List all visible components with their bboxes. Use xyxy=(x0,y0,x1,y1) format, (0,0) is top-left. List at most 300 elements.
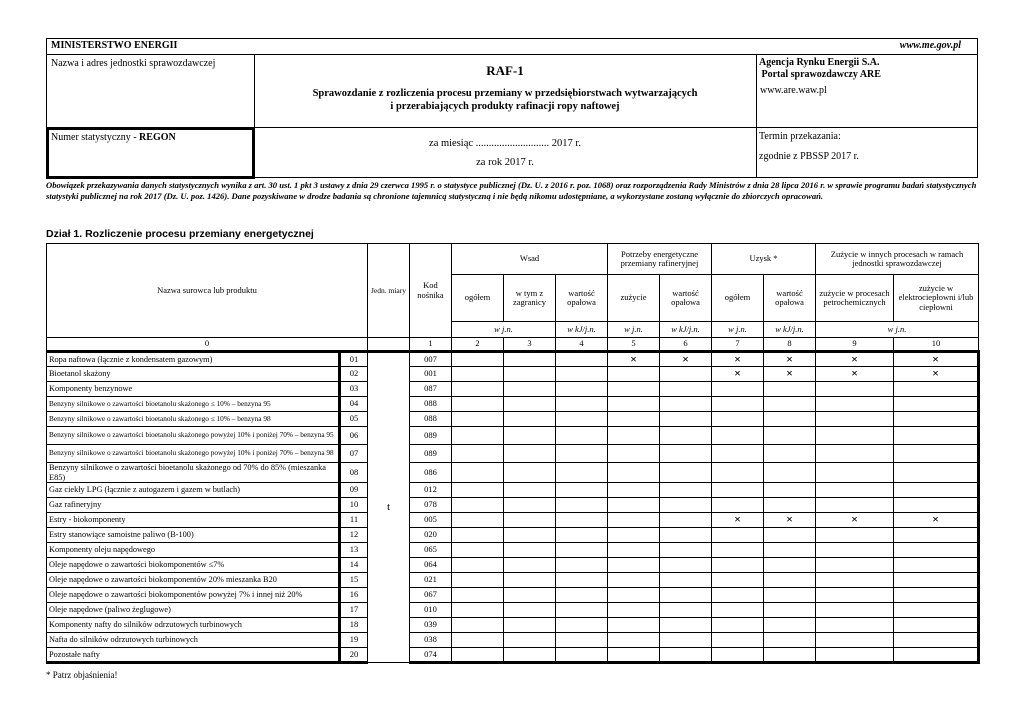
input-cell[interactable] xyxy=(764,573,816,588)
input-cell[interactable] xyxy=(894,648,979,663)
input-cell[interactable] xyxy=(764,382,816,397)
ministry-website: www.me.gov.pl xyxy=(899,40,961,51)
input-cell[interactable] xyxy=(764,498,816,513)
col-header-name: Nazwa surowca lub produktu xyxy=(47,244,368,338)
input-cell[interactable] xyxy=(608,445,660,463)
input-cell[interactable] xyxy=(660,528,712,543)
input-cell[interactable] xyxy=(816,382,894,397)
input-cell[interactable] xyxy=(504,445,556,463)
table-row xyxy=(47,543,979,558)
input-cell[interactable] xyxy=(660,427,712,445)
input-cell[interactable] xyxy=(894,528,979,543)
input-cell[interactable] xyxy=(816,573,894,588)
input-cell[interactable] xyxy=(712,543,764,558)
input-cell[interactable] xyxy=(712,397,764,412)
input-cell[interactable] xyxy=(452,445,504,463)
row-number: 08 xyxy=(340,463,368,483)
input-cell[interactable] xyxy=(452,633,504,648)
input-cell[interactable] xyxy=(556,352,608,367)
input-cell[interactable] xyxy=(608,397,660,412)
input-cell[interactable] xyxy=(816,618,894,633)
input-cell[interactable] xyxy=(504,618,556,633)
input-cell[interactable] xyxy=(764,648,816,663)
input-cell[interactable] xyxy=(556,498,608,513)
col-group-wsad: Wsad xyxy=(452,244,608,275)
column-number: 10 xyxy=(894,338,979,352)
agency-website: www.are.waw.pl xyxy=(760,85,827,96)
input-cell[interactable] xyxy=(712,558,764,573)
blocked-cell: × xyxy=(816,513,894,528)
input-cell[interactable] xyxy=(452,463,504,483)
input-cell[interactable] xyxy=(504,648,556,663)
carrier-code: 007 xyxy=(410,352,452,367)
input-cell[interactable] xyxy=(608,573,660,588)
blocked-cell: × xyxy=(816,352,894,367)
input-cell[interactable] xyxy=(556,412,608,427)
input-cell[interactable] xyxy=(660,648,712,663)
input-cell[interactable] xyxy=(712,463,764,483)
input-cell[interactable] xyxy=(608,558,660,573)
input-cell[interactable] xyxy=(556,382,608,397)
table-row xyxy=(47,445,979,463)
table-row xyxy=(47,513,979,528)
input-cell[interactable] xyxy=(608,382,660,397)
col-header-code: Kod nośnika xyxy=(410,244,452,338)
input-cell[interactable] xyxy=(608,412,660,427)
column-number xyxy=(368,338,410,352)
input-cell[interactable] xyxy=(556,463,608,483)
input-cell[interactable] xyxy=(452,513,504,528)
input-cell[interactable] xyxy=(816,445,894,463)
unit-label: w j.n. xyxy=(608,322,660,338)
unit-label: w kJ/j.n. xyxy=(764,322,816,338)
col-header-calorific: wartość opałowa xyxy=(764,275,816,322)
input-cell[interactable] xyxy=(894,618,979,633)
carrier-code: 064 xyxy=(410,558,452,573)
row-number: 03 xyxy=(340,382,368,397)
input-cell[interactable] xyxy=(660,618,712,633)
input-cell[interactable] xyxy=(894,463,979,483)
row-number: 20 xyxy=(340,648,368,663)
col-header-chp: zużycie w elektrociepłowni i/lub ciepłowni xyxy=(894,275,979,322)
reporting-unit-label: Nazwa i adres jednostki sprawozdawczej xyxy=(51,58,216,69)
input-cell[interactable] xyxy=(894,412,979,427)
input-cell[interactable] xyxy=(816,648,894,663)
section-title: Dział 1. Rozliczenie procesu przemiany energetycznej xyxy=(46,228,314,240)
row-number: 10 xyxy=(340,498,368,513)
input-cell[interactable] xyxy=(712,633,764,648)
input-cell[interactable] xyxy=(452,648,504,663)
input-cell[interactable] xyxy=(712,648,764,663)
carrier-code: 001 xyxy=(410,367,452,382)
input-cell[interactable] xyxy=(608,588,660,603)
blocked-cell: × xyxy=(712,367,764,382)
input-cell[interactable] xyxy=(660,543,712,558)
input-cell[interactable] xyxy=(660,498,712,513)
input-cell[interactable] xyxy=(660,412,712,427)
input-cell[interactable] xyxy=(452,412,504,427)
input-cell[interactable] xyxy=(660,513,712,528)
input-cell[interactable] xyxy=(504,633,556,648)
input-cell[interactable] xyxy=(764,588,816,603)
input-cell[interactable] xyxy=(764,603,816,618)
row-name: Benzyny silnikowe o zawartości bioetanolu skażonego od 70% do 85% (mieszanka E85) xyxy=(47,463,340,483)
input-cell[interactable] xyxy=(894,498,979,513)
table-row xyxy=(47,603,979,618)
row-number: 17 xyxy=(340,603,368,618)
input-cell[interactable] xyxy=(504,588,556,603)
input-cell[interactable] xyxy=(816,498,894,513)
input-cell[interactable] xyxy=(660,588,712,603)
row-number: 04 xyxy=(340,397,368,412)
input-cell[interactable] xyxy=(894,543,979,558)
input-cell[interactable] xyxy=(452,498,504,513)
col-group-other-use: Zużycie w innych procesach w ramach jednostki sprawozdawczej xyxy=(816,244,979,275)
input-cell[interactable] xyxy=(894,558,979,573)
input-cell[interactable] xyxy=(608,498,660,513)
row-name: Komponenty nafty do silników odrzutowych turbinowych xyxy=(47,618,340,633)
row-name: Benzyny silnikowe o zawartości bioetanolu skażonego powyżej 10% i poniżej 70% – benzyna 98 xyxy=(47,445,340,463)
input-cell[interactable] xyxy=(816,588,894,603)
input-cell[interactable] xyxy=(504,543,556,558)
input-cell[interactable] xyxy=(894,588,979,603)
header-divider xyxy=(47,54,977,55)
blocked-cell: × xyxy=(816,367,894,382)
unit-label: w kJ/j.n. xyxy=(660,322,712,338)
column-number: 2 xyxy=(452,338,504,352)
input-cell[interactable] xyxy=(816,397,894,412)
unit-label: w kJ/j.n. xyxy=(556,322,608,338)
form-header xyxy=(46,38,978,178)
row-number: 11 xyxy=(340,513,368,528)
form-title: Sprawozdanie z rozliczenia procesu przemiany w przedsiębiorstwach wytwarzających i przerabiających produkty rafinacji ropy naftowej xyxy=(312,88,698,112)
column-number: 3 xyxy=(504,338,556,352)
input-cell[interactable] xyxy=(608,528,660,543)
table-row xyxy=(47,427,979,445)
table-row xyxy=(47,648,979,663)
input-cell[interactable] xyxy=(764,483,816,498)
carrier-code: 089 xyxy=(410,445,452,463)
header-divider xyxy=(756,54,757,177)
input-cell[interactable] xyxy=(764,618,816,633)
input-cell[interactable] xyxy=(556,618,608,633)
input-cell[interactable] xyxy=(660,483,712,498)
blocked-cell: × xyxy=(712,352,764,367)
input-cell[interactable] xyxy=(608,603,660,618)
reporting-year: za rok 2017 r. xyxy=(476,157,534,168)
input-cell[interactable] xyxy=(764,558,816,573)
col-header-unit: Jedn. miary xyxy=(368,244,410,338)
input-cell[interactable] xyxy=(608,483,660,498)
table-row xyxy=(47,558,979,573)
input-cell[interactable] xyxy=(894,397,979,412)
input-cell[interactable] xyxy=(816,633,894,648)
input-cell[interactable] xyxy=(556,513,608,528)
input-cell[interactable] xyxy=(608,648,660,663)
input-cell[interactable] xyxy=(712,445,764,463)
row-name: Gaz ciekły LPG (łącznie z autogazem i gazem w butlach) xyxy=(47,483,340,498)
input-cell[interactable] xyxy=(452,427,504,445)
input-cell[interactable] xyxy=(608,427,660,445)
table-row xyxy=(47,528,979,543)
input-cell[interactable] xyxy=(764,445,816,463)
row-name: Gaz rafineryjny xyxy=(47,498,340,513)
input-cell[interactable] xyxy=(894,382,979,397)
table-row xyxy=(47,367,979,382)
input-cell[interactable] xyxy=(504,498,556,513)
col-header-calorific: wartość opałowa xyxy=(556,275,608,322)
row-name: Komponenty oleju napędowego xyxy=(47,543,340,558)
input-cell[interactable] xyxy=(660,633,712,648)
blocked-cell: × xyxy=(764,367,816,382)
input-cell[interactable] xyxy=(660,367,712,382)
input-cell[interactable] xyxy=(608,618,660,633)
input-cell[interactable] xyxy=(764,543,816,558)
row-name: Estry stanowiące samoistne paliwo (B-100) xyxy=(47,528,340,543)
col-header-total: ogółem xyxy=(712,275,764,322)
table-row xyxy=(47,588,979,603)
input-cell[interactable] xyxy=(452,352,504,367)
input-cell[interactable] xyxy=(894,445,979,463)
input-cell[interactable] xyxy=(764,412,816,427)
carrier-code: 012 xyxy=(410,483,452,498)
table-row xyxy=(47,573,979,588)
col-header-calorific: wartość opałowa xyxy=(660,275,712,322)
input-cell[interactable] xyxy=(556,588,608,603)
input-cell[interactable] xyxy=(816,427,894,445)
input-cell[interactable] xyxy=(660,382,712,397)
input-cell[interactable] xyxy=(712,382,764,397)
input-cell[interactable] xyxy=(608,543,660,558)
blocked-cell: × xyxy=(894,352,979,367)
input-cell[interactable] xyxy=(894,573,979,588)
input-cell[interactable] xyxy=(452,483,504,498)
input-cell[interactable] xyxy=(504,528,556,543)
row-name: Estry - biokomponenty xyxy=(47,513,340,528)
input-cell[interactable] xyxy=(556,603,608,618)
input-cell[interactable] xyxy=(504,352,556,367)
column-number: 8 xyxy=(764,338,816,352)
ministry-name: MINISTERSTWO ENERGII xyxy=(51,40,178,51)
row-name: Ropa naftowa (łącznie z kondensatem gazowym) xyxy=(47,352,340,367)
row-number: 09 xyxy=(340,483,368,498)
input-cell[interactable] xyxy=(556,397,608,412)
legal-note: Obowiązek przekazywania danych statystycznych wynika z art. 30 ust. 1 pkt 3 ustawy z dnia 29 czerwca 1995 r. o statystyce publicznej (Dz. U. z 2016 r. poz. 1068) oraz rozporządzenia Rady Ministrów z dnia 28 lipca 2016 r. w sprawie programu badań statystycznych statystyki publicznej na rok 2017 (Dz. U. poz. 1426). Dane pozyskiwane w drodze badania są chronione tajemnicą statystyczną i nie będą nikomu udostępniane, a wykorzystane zostaną wyłącznie do zbiorczych opracowań. xyxy=(46,180,977,201)
input-cell[interactable] xyxy=(556,633,608,648)
input-cell[interactable] xyxy=(660,558,712,573)
row-name: Benzyny silnikowe o zawartości bioetanolu skażonego ≤ 10% – benzyna 95 xyxy=(47,397,340,412)
input-cell[interactable] xyxy=(660,397,712,412)
input-cell[interactable] xyxy=(764,397,816,412)
col-header-use: zużycie xyxy=(608,275,660,322)
input-cell[interactable] xyxy=(452,382,504,397)
row-number: 12 xyxy=(340,528,368,543)
input-cell[interactable] xyxy=(504,558,556,573)
input-cell[interactable] xyxy=(712,588,764,603)
input-cell[interactable] xyxy=(556,367,608,382)
row-number: 07 xyxy=(340,445,368,463)
input-cell[interactable] xyxy=(894,427,979,445)
row-number: 19 xyxy=(340,633,368,648)
input-cell[interactable] xyxy=(816,483,894,498)
input-cell[interactable] xyxy=(504,573,556,588)
input-cell[interactable] xyxy=(816,558,894,573)
input-cell[interactable] xyxy=(764,633,816,648)
row-number: 15 xyxy=(340,573,368,588)
input-cell[interactable] xyxy=(608,633,660,648)
input-cell[interactable] xyxy=(556,427,608,445)
carrier-code: 010 xyxy=(410,603,452,618)
col-header-petrochem: zużycie w procesach petrochemicznych xyxy=(816,275,894,322)
deadline-value: zgodnie z PBSSP 2017 r. xyxy=(759,151,859,162)
row-name: Benzyny silnikowe o zawartości bioetanolu skażonego ≤ 10% – benzyna 98 xyxy=(47,412,340,427)
column-number: 1 xyxy=(410,338,452,352)
table-row xyxy=(47,483,979,498)
blocked-cell: × xyxy=(660,352,712,367)
input-cell[interactable] xyxy=(452,528,504,543)
table-row xyxy=(47,382,979,397)
input-cell[interactable] xyxy=(712,427,764,445)
input-cell[interactable] xyxy=(452,603,504,618)
input-cell[interactable] xyxy=(712,498,764,513)
column-number: 5 xyxy=(608,338,660,352)
column-number: 4 xyxy=(556,338,608,352)
table-row xyxy=(47,397,979,412)
row-number: 14 xyxy=(340,558,368,573)
input-cell[interactable] xyxy=(556,648,608,663)
input-cell[interactable] xyxy=(816,412,894,427)
input-cell[interactable] xyxy=(660,445,712,463)
input-cell[interactable] xyxy=(556,573,608,588)
row-number: 05 xyxy=(340,412,368,427)
row-number: 13 xyxy=(340,543,368,558)
carrier-code: 087 xyxy=(410,382,452,397)
input-cell[interactable] xyxy=(504,397,556,412)
carrier-code: 005 xyxy=(410,513,452,528)
row-number: 18 xyxy=(340,618,368,633)
input-cell[interactable] xyxy=(608,367,660,382)
carrier-code: 021 xyxy=(410,573,452,588)
input-cell[interactable] xyxy=(504,603,556,618)
input-cell[interactable] xyxy=(764,427,816,445)
row-name: Oleje napędowe (paliwo żeglugowe) xyxy=(47,603,340,618)
input-cell[interactable] xyxy=(764,528,816,543)
blocked-cell: × xyxy=(712,513,764,528)
input-cell[interactable] xyxy=(712,528,764,543)
input-cell[interactable] xyxy=(556,558,608,573)
input-cell[interactable] xyxy=(452,397,504,412)
carrier-code: 020 xyxy=(410,528,452,543)
input-cell[interactable] xyxy=(504,463,556,483)
table-row xyxy=(47,618,979,633)
input-cell[interactable] xyxy=(894,483,979,498)
input-cell[interactable] xyxy=(712,573,764,588)
deadline-label: Termin przekazania: xyxy=(759,131,841,142)
input-cell[interactable] xyxy=(712,412,764,427)
input-cell[interactable] xyxy=(452,573,504,588)
row-name: Komponenty benzynowe xyxy=(47,382,340,397)
input-cell[interactable] xyxy=(712,618,764,633)
form-code: RAF-1 xyxy=(486,63,524,78)
input-cell[interactable] xyxy=(712,483,764,498)
row-number: 06 xyxy=(340,427,368,445)
table-row xyxy=(47,498,979,513)
col-header-import: w tym z zagranicy xyxy=(504,275,556,322)
input-cell[interactable] xyxy=(660,573,712,588)
input-cell[interactable] xyxy=(504,483,556,498)
blocked-cell: × xyxy=(608,352,660,367)
carrier-code: 067 xyxy=(410,588,452,603)
carrier-code: 038 xyxy=(410,633,452,648)
row-name: Oleje napędowe o zawartości biokomponentów 20% mieszanka B20 xyxy=(47,573,340,588)
input-cell[interactable] xyxy=(660,463,712,483)
carrier-code: 086 xyxy=(410,463,452,483)
input-cell[interactable] xyxy=(556,483,608,498)
blocked-cell: × xyxy=(764,513,816,528)
input-cell[interactable] xyxy=(608,463,660,483)
input-cell[interactable] xyxy=(764,463,816,483)
carrier-code: 078 xyxy=(410,498,452,513)
row-name: Nafta do silników odrzutowych turbinowych xyxy=(47,633,340,648)
input-cell[interactable] xyxy=(556,445,608,463)
row-name: Oleje napędowe o zawartości biokomponentów ≤7% xyxy=(47,558,340,573)
input-cell[interactable] xyxy=(504,513,556,528)
input-cell[interactable] xyxy=(816,543,894,558)
input-cell[interactable] xyxy=(816,528,894,543)
reporting-month: za miesiąc ............................ 2017 r. xyxy=(429,138,581,149)
blocked-cell: × xyxy=(894,513,979,528)
input-cell[interactable] xyxy=(504,427,556,445)
input-cell[interactable] xyxy=(504,382,556,397)
carrier-code: 089 xyxy=(410,427,452,445)
row-number: 02 xyxy=(340,367,368,382)
row-number: 16 xyxy=(340,588,368,603)
row-name: Benzyny silnikowe o zawartości bioetanolu skażonego powyżej 10% i poniżej 70% – benzyna 95 xyxy=(47,427,340,445)
input-cell[interactable] xyxy=(894,633,979,648)
blocked-cell: × xyxy=(894,367,979,382)
input-cell[interactable] xyxy=(452,618,504,633)
agency-name: Agencja Rynku Energii S.A. Portal sprawozdawczy ARE xyxy=(759,57,881,80)
table-row xyxy=(47,633,979,648)
column-number: 7 xyxy=(712,338,764,352)
col-group-yield: Uzysk * xyxy=(712,244,816,275)
input-cell[interactable] xyxy=(452,367,504,382)
input-cell[interactable] xyxy=(556,528,608,543)
col-group-energy-needs: Potrzeby energetyczne przemiany rafineryjnej xyxy=(608,244,712,275)
table-row xyxy=(47,412,979,427)
input-cell[interactable] xyxy=(660,603,712,618)
column-number: 9 xyxy=(816,338,894,352)
input-cell[interactable] xyxy=(712,603,764,618)
input-cell[interactable] xyxy=(816,603,894,618)
input-cell[interactable] xyxy=(608,513,660,528)
unit-label: w j.n. xyxy=(452,322,556,338)
row-number: 01 xyxy=(340,352,368,367)
carrier-code: 088 xyxy=(410,397,452,412)
table-row xyxy=(47,463,979,483)
input-cell[interactable] xyxy=(504,412,556,427)
input-cell[interactable] xyxy=(452,588,504,603)
input-cell[interactable] xyxy=(816,463,894,483)
input-cell[interactable] xyxy=(556,543,608,558)
carrier-code: 088 xyxy=(410,412,452,427)
input-cell[interactable] xyxy=(894,603,979,618)
input-cell[interactable] xyxy=(452,543,504,558)
input-cell[interactable] xyxy=(504,367,556,382)
row-name: Oleje napędowe o zawartości biokomponentów powyżej 7% i innej niż 20% xyxy=(47,588,340,603)
unit-label: w j.n. xyxy=(712,322,764,338)
input-cell[interactable] xyxy=(452,558,504,573)
